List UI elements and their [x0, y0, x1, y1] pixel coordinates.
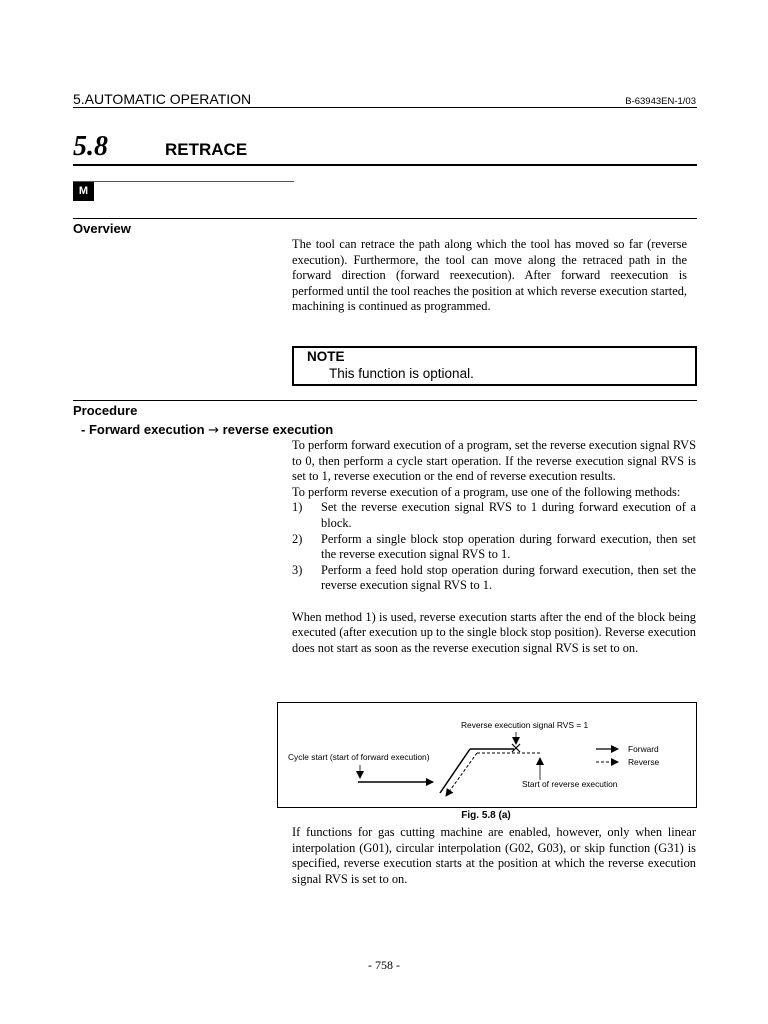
- procedure-rule: [73, 400, 697, 401]
- method-item: [292, 532, 696, 563]
- overview-rule: [73, 218, 697, 219]
- method-number: 2): [292, 531, 303, 546]
- header-rule: [73, 107, 697, 108]
- note-title: NOTE: [307, 349, 345, 364]
- gas-cutting-text: [292, 825, 696, 887]
- method-number: 3): [292, 562, 303, 577]
- forward-path-segment: [440, 749, 470, 793]
- figure-caption: Fig. 5.8 (a): [461, 810, 511, 821]
- subheading-part1: - Forward execution: [81, 422, 209, 437]
- rvs-signal-label: Reverse execution signal RVS = 1: [461, 720, 589, 730]
- procedure-para-3: When method 1) is used, reverse execution starts after the end of the block being executed (after execution up to the single block stop position). Reverse execution does not start as soon as the reverse execution signal RVS is set to on.: [292, 609, 696, 655]
- procedure-body: [292, 438, 696, 656]
- procedure-para-1: To perform forward execution of a program, set the reverse execution signal RVS to 0, then perform a cycle start operation. If the reverse execution signal RVS is set to 1, reverse execution or the end of reverse execution results.: [292, 438, 696, 484]
- overview-heading: Overview: [73, 221, 131, 236]
- procedure-para-2: To perform reverse execution of a program, use one of the following methods:: [292, 484, 681, 499]
- overview-paragraph: The tool can retrace the path along which the tool has moved so far (reverse execution). Furthermore, the tool can move along the retraced path in the forward direction (forward reexecution). After forward reexecution is performed until the tool reaches the position at which reverse execution started, machining is continued as programmed.: [292, 237, 687, 314]
- procedure-heading: Procedure: [73, 403, 138, 418]
- section-rule: [73, 164, 697, 166]
- procedure-subheading: [81, 422, 333, 438]
- retrace-diagram: [278, 703, 696, 807]
- figure-box: [277, 702, 697, 808]
- reverse-start-label: Start of reverse execution: [522, 779, 618, 789]
- right-arrow-icon: →: [208, 423, 220, 438]
- legend-reverse-label: Reverse: [628, 757, 660, 767]
- method-item: [292, 563, 696, 594]
- methods-list: [292, 500, 696, 594]
- procedure-para-4: If functions for gas cutting machine are enabled, however, only when linear interpolation (G01), circular interpolation (G02, G03), or skip function (G31) is specified, reverse execution starts at the position at which the reverse execution signal RVS is set to on.: [292, 825, 696, 886]
- method-text: Perform a single block stop operation during forward execution, then set the reverse execution signal RVS to 1.: [321, 531, 696, 562]
- document-id: B-63943EN-1/03: [625, 96, 696, 107]
- method-text: Set the reverse execution signal RVS to 1 during forward execution of a block.: [321, 500, 696, 530]
- cycle-start-label: Cycle start (start of forward execution): [288, 752, 430, 762]
- note-text: This function is optional.: [329, 366, 474, 381]
- machine-badge: M: [73, 182, 94, 201]
- page-number: - 758 -: [368, 958, 400, 972]
- badge-rule: [73, 181, 294, 182]
- subheading-part2: reverse execution: [219, 422, 334, 437]
- reverse-path-segment: [446, 753, 477, 796]
- section-title: RETRACE: [165, 140, 248, 159]
- method-item: [292, 500, 696, 531]
- chapter-header: 5.AUTOMATIC OPERATION: [73, 91, 252, 107]
- legend-forward-label: Forward: [628, 744, 659, 754]
- method-number: 1): [292, 500, 303, 515]
- note-box: [292, 346, 697, 386]
- method-text: Perform a feed hold stop operation during forward execution, then set the reverse execution signal RVS to 1.: [321, 562, 696, 593]
- overview-text: [292, 237, 687, 315]
- section-number: 5.8: [73, 131, 108, 162]
